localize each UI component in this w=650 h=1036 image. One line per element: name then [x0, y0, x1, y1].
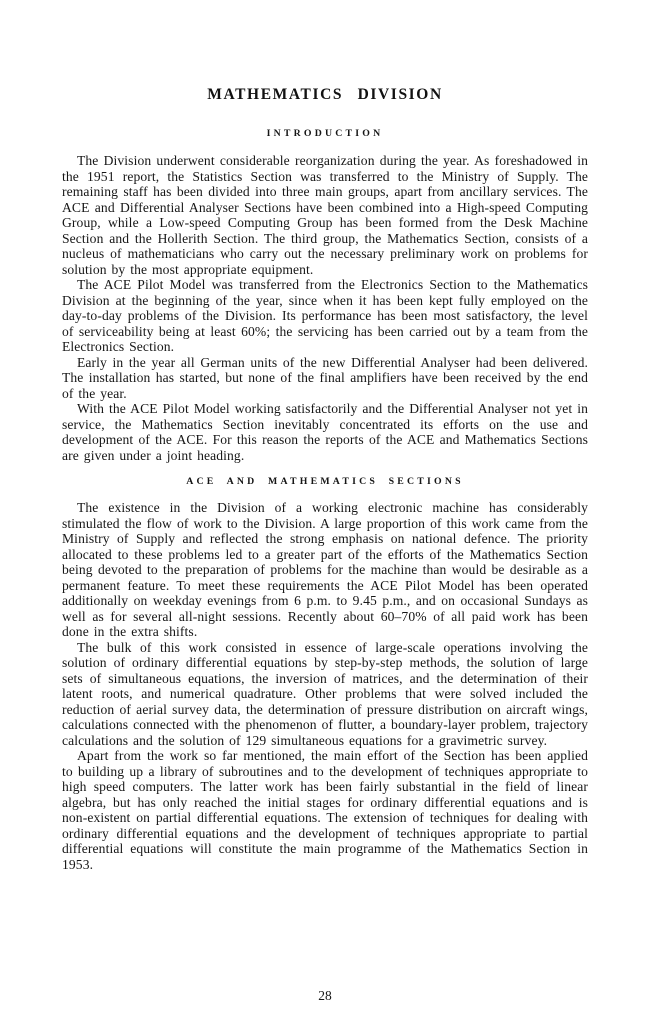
- paragraph: Apart from the work so far mentioned, the main effort of the Section has been applied to building up a library of subroutines and to the development of techniques appropriate to high speed computers. The latter work has been fairly substantial in the field of linear algebra, but has only reached the initial stages for ordinary differential equations and is non-existent on partial differential equations. The extension of techniques for dealing with ordinary differential equations and the development of techniques appropriate to partial differential equations will constitute the main programme of the Mathematics Section in 1953.: [62, 748, 588, 872]
- section-heading-introduction: INTRODUCTION: [266, 128, 384, 139]
- paragraph: The existence in the Division of a working electronic machine has considerably stimulated the flow of work to the Division. A large proportion of this work came from the Ministry of Supply and reflected the strong emphasis on national defence. The priority allocated to these problems led to a greater part of the efforts of the Mathematics Section being devoted to the preparation of problems for the machine than would be desirable as a permanent feature. To meet these requirements the ACE Pilot Model has been operated additionally on weekday evenings from 6 p.m. to 9.45 p.m., and on occasional Sundays as well as for several all-night sessions. Recently about 60–70% of all paid work has been done in the extra shifts.: [62, 500, 588, 639]
- section-heading-ace-and-mathematics-sections: ACE AND MATHEMATICS SECTIONS: [186, 476, 464, 487]
- paragraph: With the ACE Pilot Model working satisfactorily and the Differential Analyser not yet in service, the Mathematics Section inevitably concentrated its efforts on the use and development of the ACE. For this reason the reports of the ACE and Mathematics Sections are given under a joint heading.: [62, 401, 588, 463]
- paragraph: The Division underwent considerable reorganization during the year. As foreshadowed in the 1951 report, the Statistics Section was transferred to the Ministry of Supply. The remaining staff has been divided into three main groups, apart from ancillary services. The ACE and Differential Analyser Sections have been combined into a High-speed Computing Group, while a Low-speed Computing Group has been formed from the Desk Machine Section and the Hollerith Section. The third group, the Mathematics Section, consists of a nucleus of mathematicians who carry out the necessary preliminary work on problems for solution by the most appropriate equipment.: [62, 153, 588, 277]
- page-title: MATHEMATICS DIVISION: [207, 86, 443, 103]
- paragraph: Early in the year all German units of the new Differential Analyser had been delivered. The installation has started, but none of the final amplifiers have been received by the end of the year.: [62, 354, 588, 401]
- section-introduction-body: [62, 153, 588, 463]
- page-number: 28: [318, 988, 332, 1003]
- paragraph: The bulk of this work consisted in essence of large-scale operations involving the solution of ordinary differential equations by step-by-step methods, the solution of large sets of simultaneous equations, the inversion of matrices, and the determination of their latent roots, and numerical quadrature. Other problems that were solved included the reduction of aerial survey data, the determination of pressure distribution on aircraft wings, calculations connected with the phenomenon of flutter, a boundary-layer problem, trajectory calculations and the solution of 129 simultaneous equations for a gravimetric survey.: [62, 639, 588, 748]
- section-ace-mathematics-body: [62, 500, 588, 872]
- paragraph: The ACE Pilot Model was transferred from the Electronics Section to the Mathematics Division at the beginning of the year, since when it has been kept fully employed on the day-to-day problems of the Division. Its performance has been most satisfactory, the level of serviceability being at least 60%; the servicing has been carried out by a team from the Electronics Section.: [62, 277, 588, 354]
